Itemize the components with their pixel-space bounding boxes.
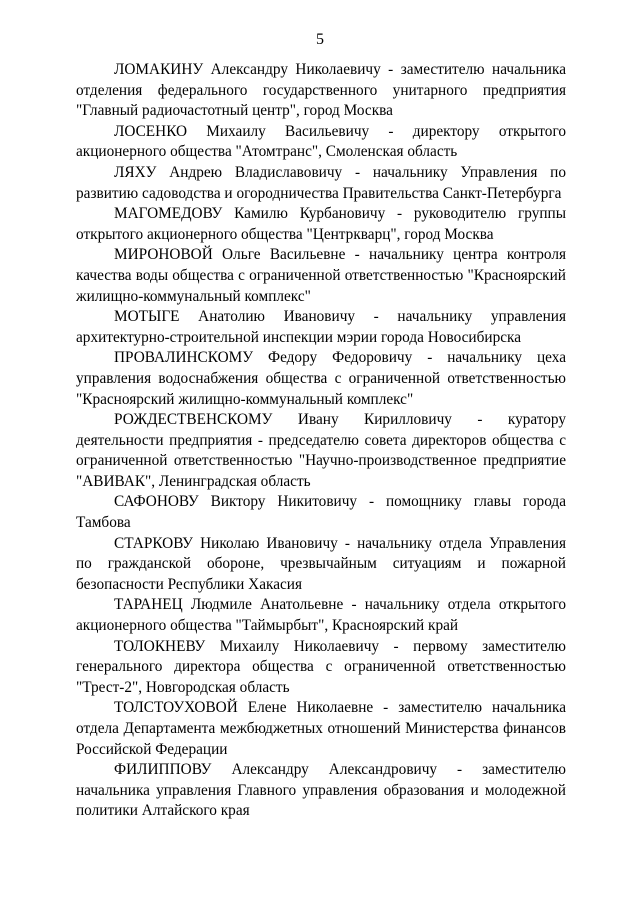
list-item: ЛЯХУ Андрею Владиславовичу - начальнику Управления по развитию садоводства и огородничества Правительства Санкт-Петербурга <box>76 163 566 202</box>
list-item: ЛОСЕНКО Михаилу Васильевичу - директору открытого акционерного общества "Атомтранс", Смоленская область <box>76 122 566 161</box>
list-item: ПРОВАЛИНСКОМУ Федору Федоровичу - начальнику цеха управления водоснабжения общества с ограниченной ответственностью "Красноярский жилищно-коммунальный комплекс" <box>76 349 566 408</box>
list-item: САФОНОВУ Виктору Никитовичу - помощнику главы города Тамбова <box>76 493 566 532</box>
list-item: РОЖДЕСТВЕНСКОМУ Ивану Кирилловичу - куратору деятельности предприятия - председателю совета директоров общества с ограниченной ответственностью "Научно-производственное предприятие "АВИВАК", Ленинградская область <box>76 411 566 490</box>
list-item: ТОЛСТОУХОВОЙ Елене Николаевне - заместителю начальника отдела Департамента межбюджетных отношений Министерства финансов Российской Федерации <box>76 699 566 758</box>
list-item: ТОЛОКНЕВУ Михаилу Николаевичу - первому заместителю генерального директора общества с ограниченной ответственностью "Трест-2", Новгородская область <box>76 637 566 696</box>
list-item: ТАРАНЕЦ Людмиле Анатольевне - начальнику отдела открытого акционерного общества "Таймырбыт", Красноярский край <box>76 596 566 635</box>
list-item: МИРОНОВОЙ Ольге Васильевне - начальнику центра контроля качества воды общества с ограниченной ответственностью "Красноярский жилищно-коммунальный комплекс" <box>76 246 566 305</box>
list-item: МАГОМЕДОВУ Камилю Курбановичу - руководителю группы открытого акционерного общества "Центркварц", город Москва <box>76 205 566 243</box>
page-number: 5 <box>316 31 324 48</box>
list-item: ФИЛИППОВУ Александру Александровичу - заместителю начальника управления Главного управления образования и молодежной политики Алтайского края <box>76 761 566 820</box>
list-item: СТАРКОВУ Николаю Ивановичу - начальнику отдела Управления по гражданской обороне, чрезвычайным ситуациям и пожарной безопасности Республики Хакасия <box>76 534 566 593</box>
award-recipients-list <box>76 60 566 822</box>
list-item: МОТЫГЕ Анатолию Ивановичу - начальнику управления архитектурно-строительной инспекции мэрии города Новосибирска <box>76 308 566 346</box>
list-item: ЛОМАКИНУ Александру Николаевичу - заместителю начальника отделения федерального государственного унитарного предприятия "Главный радиочастотный центр", город Москва <box>76 61 566 120</box>
